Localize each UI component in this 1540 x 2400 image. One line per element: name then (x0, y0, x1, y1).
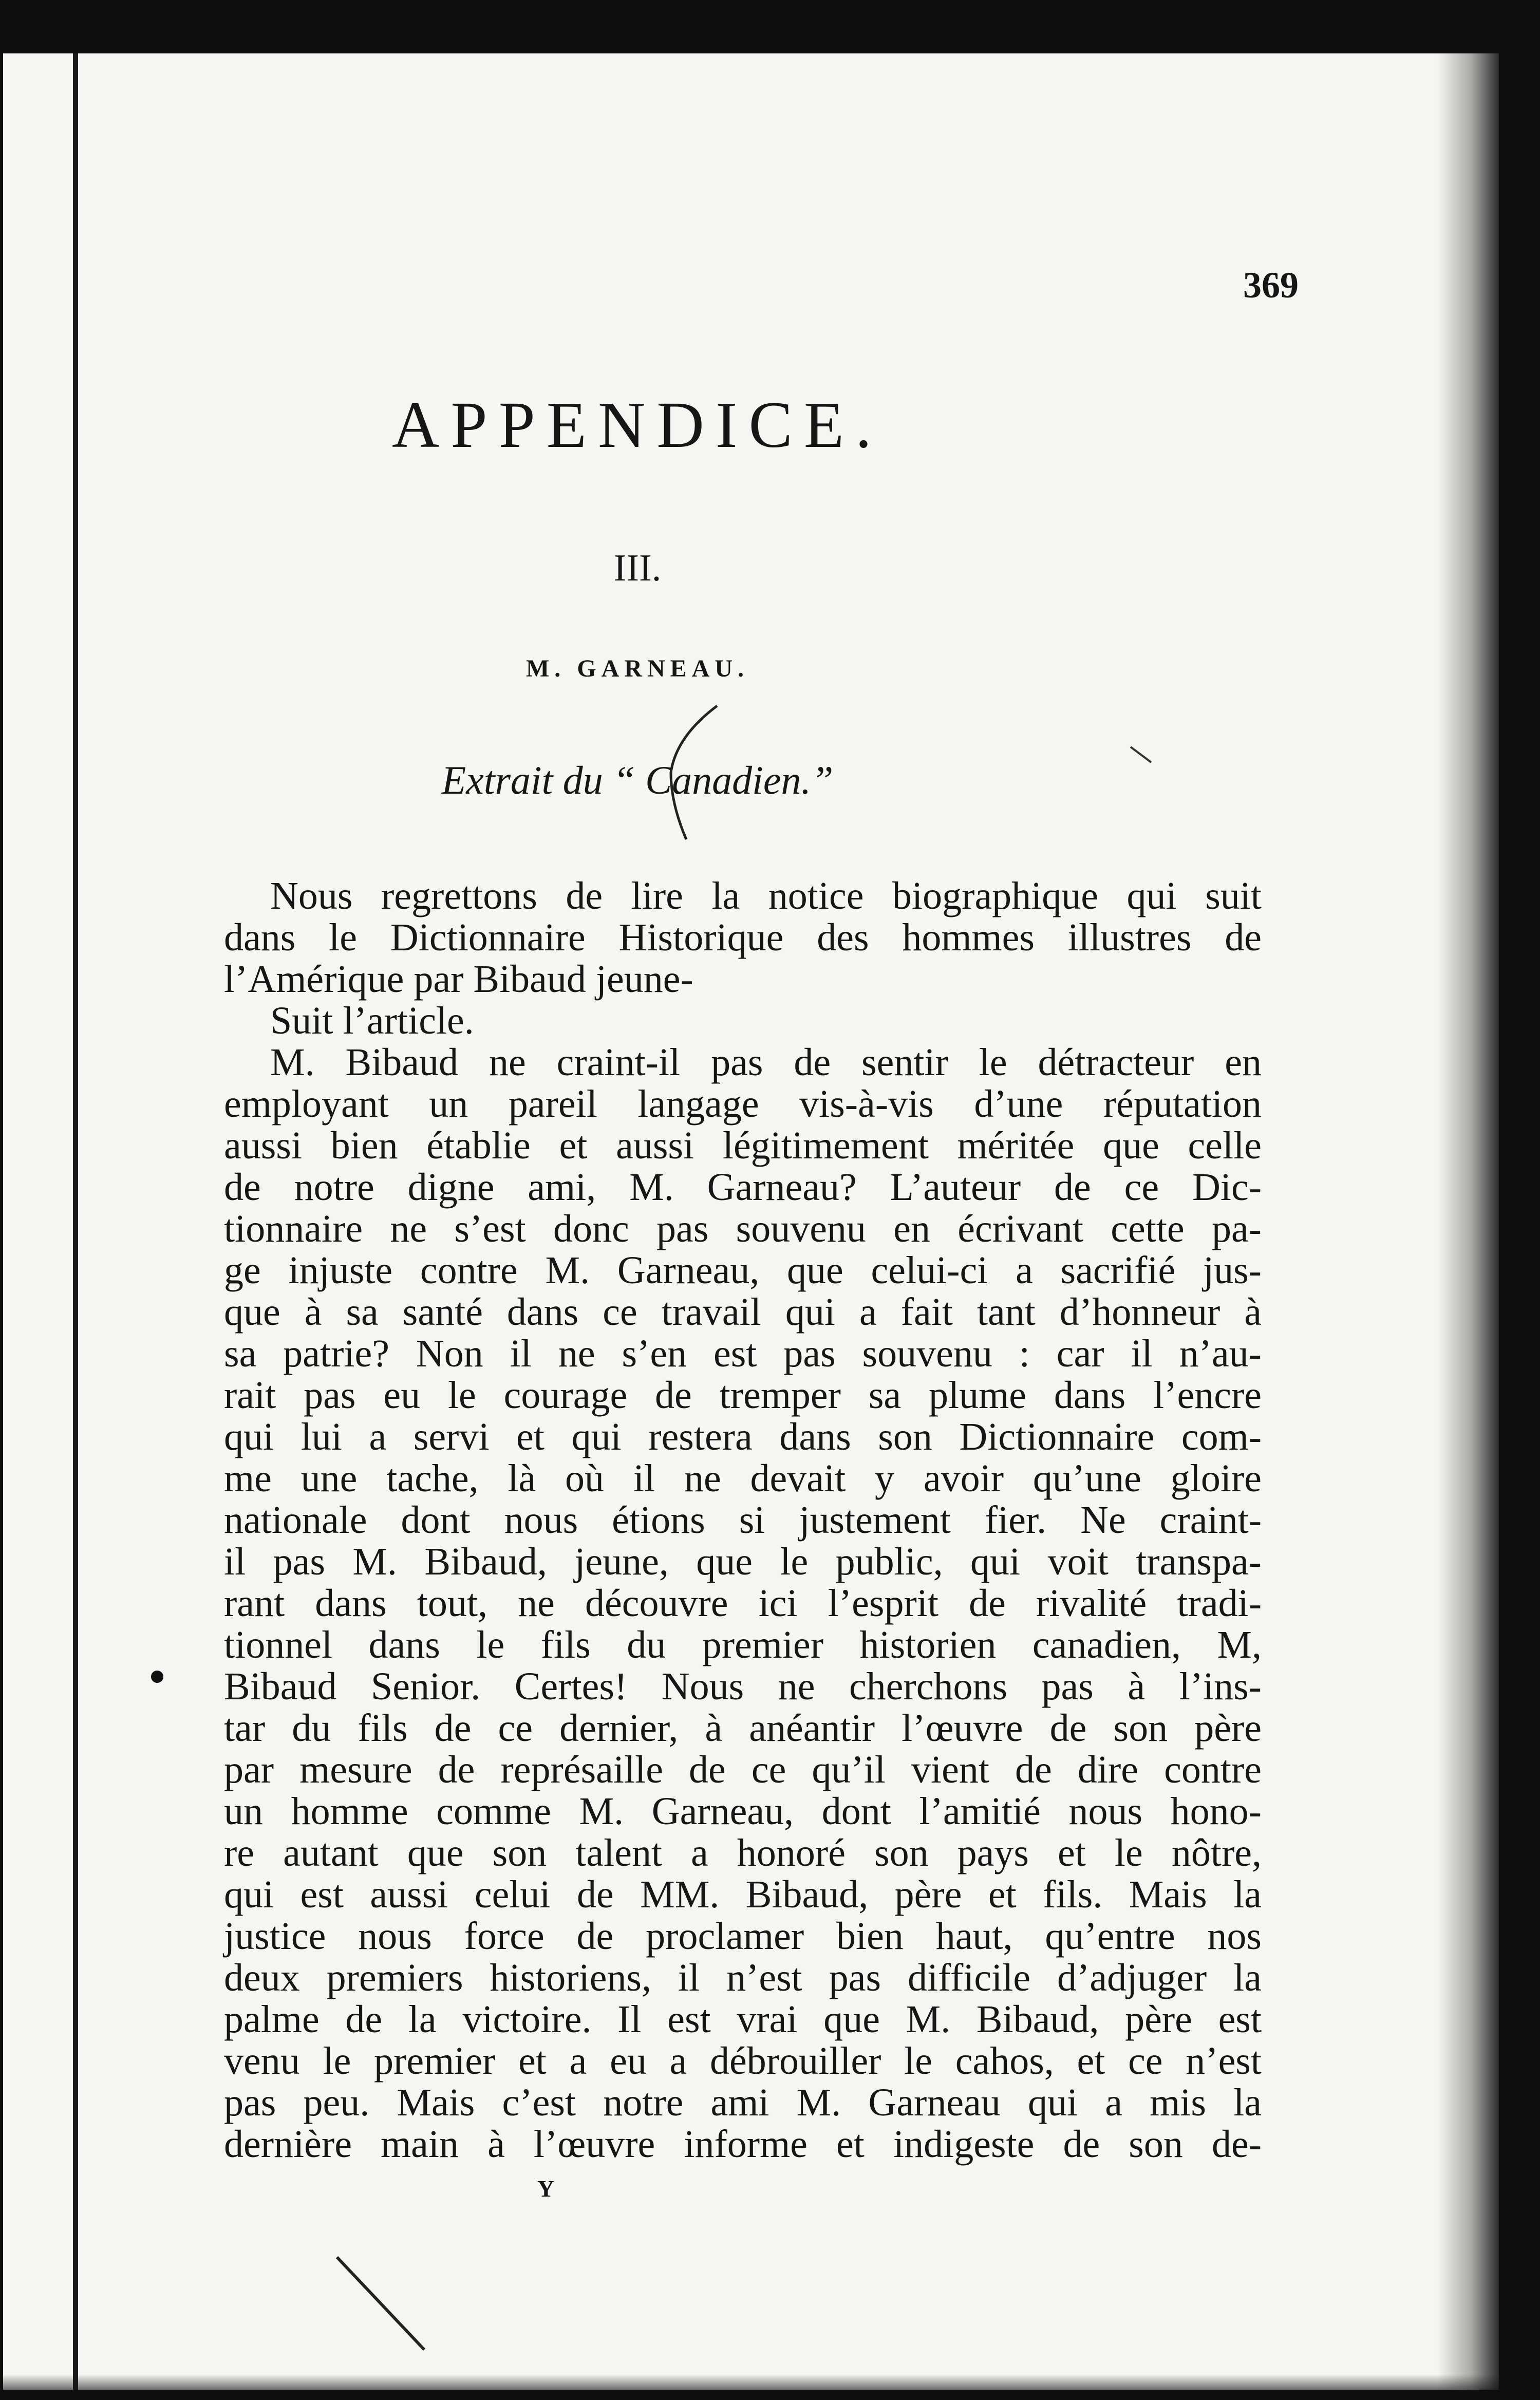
text-line: qui lui a servi et qui restera dans son Dictionnaire com- (224, 1415, 1262, 1458)
text-line: ge injuste contre M. Garneau, que celui-ci a sacrifié jus- (224, 1249, 1262, 1292)
text-line: aussi bien établie et aussi légitimement méritée que celle (224, 1124, 1262, 1167)
text-line: de notre digne ami, M. Garneau? L’auteur de ce Dic- (224, 1166, 1262, 1209)
body-paragraph (224, 875, 1262, 2165)
text-line: venu le premier et a eu a débrouiller le cahos, et ce n’est (224, 2039, 1262, 2083)
text-line: palme de la victoire. Il est vrai que M. Bibaud, père est (224, 1998, 1262, 2041)
text-line: Nous regrettons de lire la notice biographique qui suit (270, 874, 1262, 917)
text-line: tionnaire ne s’est donc pas souvenu en écrivant cette pa- (224, 1207, 1262, 1250)
text-line: employant un pareil langage vis-à-vis d’une réputation (224, 1082, 1262, 1126)
text-line: un homme comme M. Garneau, dont l’amitié nous hono- (224, 1790, 1262, 1833)
bottom-page-edge (3, 2374, 1499, 2390)
text-line: M. Bibaud ne craint-il pas de sentir le détracteur en (270, 1041, 1262, 1084)
page-title: APPENDICE. (391, 388, 884, 461)
text-line: dernière main à l’œuvre informe et indigeste de son de- (224, 2123, 1262, 2166)
page-number: 369 (1243, 265, 1299, 306)
text-line: Suit l’article. (270, 999, 474, 1042)
text-line: que à sa santé dans ce travail qui a fait tant d’honneur à (224, 1290, 1262, 1334)
text-line: nationale dont nous étions si justement fier. Ne craint- (224, 1498, 1262, 1542)
text-line: l’Amérique par Bibaud jeune- (224, 958, 693, 1001)
text-line: tionnel dans le fils du premier historien canadien, M, (224, 1623, 1262, 1666)
text-line: rait pas eu le courage de tremper sa plume dans l’encre (224, 1374, 1262, 1417)
text-line: tar du fils de ce dernier, à anéantir l’œuvre de son père (224, 1707, 1262, 1750)
text-line: sa patrie? Non il ne s’en est pas souvenu : car il n’au- (224, 1332, 1262, 1375)
text-line: rant dans tout, ne découvre ici l’esprit de rivalité tradi- (224, 1582, 1262, 1625)
text-line: justice nous force de proclamer bien haut, qu’entre nos (224, 1915, 1262, 1958)
book-page (3, 53, 1499, 2390)
section-number: III. (613, 547, 662, 589)
signature-mark: Y (537, 2176, 555, 2202)
text-line: par mesure de représaille de ce qu’il vient de dire contre (224, 1748, 1262, 1791)
author-heading: M. GARNEAU. (526, 655, 749, 682)
extract-source-line: Extrait du “ Canadien.” (441, 758, 834, 802)
text-line: dans le Dictionnaire Historique des hommes illustres de (224, 916, 1262, 959)
text-line: re autant que son talent a honoré son pays et le nôtre, (224, 1831, 1262, 1874)
text-line: me une tache, là où il ne devait y avoir qu’une gloire (224, 1457, 1262, 1500)
text-line: pas peu. Mais c’est notre ami M. Garneau qui a mis la (224, 2081, 1262, 2124)
text-line: Bibaud Senior. Certes! Nous ne cherchons pas à l’ins- (224, 1665, 1262, 1708)
page-edge-shadow (1437, 53, 1499, 2390)
text-line: il pas M. Bibaud, jeune, que le public, qui voit transpa- (224, 1540, 1262, 1583)
text-line: qui est aussi celui de MM. Bibaud, père et fils. Mais la (224, 1873, 1262, 1916)
text-line: deux premiers historiens, il n’est pas difficile d’adjuger la (224, 1956, 1262, 1999)
